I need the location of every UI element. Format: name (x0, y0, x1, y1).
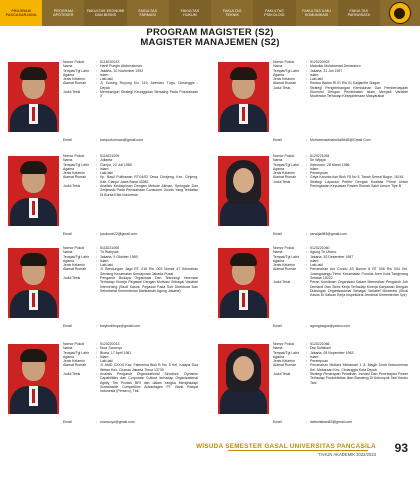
field-colon: : (96, 363, 97, 368)
field-label: Nama (273, 346, 283, 351)
field-colon: : (96, 64, 97, 69)
field-colon: : (306, 258, 307, 263)
field-colon: : (96, 72, 97, 77)
field-value: Jakarta, 9 Oktober 1989 (100, 254, 138, 259)
field-colon: : (306, 254, 307, 259)
info-row-judul (273, 86, 408, 99)
field-colon: : (96, 154, 97, 158)
field-label: Agama (63, 166, 75, 171)
field-colon: : (306, 372, 307, 377)
info-row-judul (273, 180, 408, 189)
field-value: Strategi Penerapan Pelatihan, Inovasi Dan Penetrapan Power Terhadap Produktivitas Ikan Bandeng Di Kelompok Tani Kenko Tani (310, 372, 408, 385)
field-colon: : (306, 280, 307, 285)
field-label: Jenis Kelamin (63, 77, 85, 82)
field-label: Alamat Rumah (273, 267, 297, 272)
field-value: Islam (100, 166, 109, 171)
field-value: Jakarta, 30 Desember 1987 (310, 254, 354, 259)
faculty-nav (0, 0, 420, 26)
field-label: Jenis Kelamin (63, 263, 85, 268)
nav-item-apoteker[interactable] (42, 0, 84, 26)
field-colon: : (96, 60, 97, 64)
nav-label: FAKULTAS EKONOMI DAN BISNIS (86, 8, 125, 17)
field-colon: : (96, 254, 97, 259)
field-label: Jenis Kelamin (273, 171, 295, 176)
field-value: Islam (100, 354, 109, 359)
field-colon: : (96, 267, 97, 272)
field-value: Sri Wijaya (310, 158, 326, 163)
field-colon: : (96, 162, 97, 167)
email-value[interactable]: dwisulistiani83@gmail.com (310, 420, 353, 424)
info-row-alamat (63, 363, 198, 372)
field-value: 5118221009 (100, 154, 120, 158)
field-colon: : (306, 232, 307, 236)
nav-label: FAKULTAS ILMU KOMUNIKASI (302, 8, 331, 17)
field-value: Bloea, 17 April 1981 (100, 350, 132, 355)
graduate-card (210, 152, 410, 238)
graduate-info (273, 246, 408, 298)
field-colon: : (96, 276, 97, 281)
graduate-photo (218, 62, 269, 132)
graduate-photo (218, 156, 269, 226)
field-colon: : (96, 166, 97, 171)
field-colon: : (306, 420, 307, 424)
field-colon: : (306, 263, 307, 268)
field-value: Julianta (100, 158, 113, 163)
nav-item-psikologi[interactable] (253, 0, 295, 26)
info-row-judul (273, 280, 408, 297)
field-value: 5118221065 (100, 246, 120, 250)
info-row-judul (63, 90, 198, 99)
graduate-info (273, 60, 408, 99)
field-label: Alamat Rumah (63, 81, 87, 86)
footer-divider (228, 450, 368, 451)
email-value[interactable]: jucolumb22@gmail.com (100, 232, 138, 236)
graduate-photo (8, 62, 59, 132)
nav-item-ilmu-komunikasi[interactable] (296, 0, 338, 26)
field-label: Email (273, 324, 282, 328)
field-label: Jenis Kelamin (63, 359, 85, 364)
email-row (63, 138, 143, 142)
field-value: Jakarta, 08 Nopember 1983 (310, 350, 354, 355)
field-label: Nomor Pokok (63, 154, 85, 158)
field-value: Kp. Basil Pulihawan RT:04/02 Desa Cinajeng, Kec. Cinjeng, Kab. Cianjur Jawa Barat 43282 (100, 175, 198, 184)
field-label: Alamat Rumah (273, 81, 297, 86)
field-label: Agama (63, 258, 75, 263)
field-colon: : (306, 138, 307, 142)
field-label: Judul Tesis (63, 276, 81, 281)
field-value: Pengaruh Budaya Organisasi Dan Teknologi Informasi Terhadap Kinerja Pegawai Dengan Motivasi Sebagai Variabel Intervening (Studi Kasus: Pegawai Pada Sub Direktorat Dan Sekretariat Kementerian Mahkamah Agung Jakarta) (100, 276, 198, 293)
field-value: Laki-laki (310, 263, 323, 268)
page-number: 93 (394, 441, 408, 455)
info-row-judul (63, 276, 198, 293)
field-label: Email (273, 420, 282, 424)
email-value[interactable]: noancoyo@gmail.com (100, 420, 135, 424)
field-value: Strategi Layanan Prefen Dengan Kualitas Prima Untuk Peningkatan Kepuasan Pasien Rumah Sakit Umum Tipe B (310, 179, 408, 189)
field-label: Nama (273, 64, 283, 69)
info-row-alamat (63, 175, 198, 184)
field-label: Nomor Pokok (63, 342, 85, 346)
field-label: Nama (63, 64, 73, 69)
field-label: Agama (273, 166, 285, 171)
graduate-photo (218, 248, 269, 318)
info-row-alamat (273, 267, 408, 280)
info-row-judul (273, 372, 408, 385)
field-value: Peran Komitmen Organisasi Dalam Memediasi Pengaruh Job Demand Dan Stres Kerja Terhadap Kinerja Karyawan Dengan Dukungan Organisasional Sebagai Variabel Moderasi (Studi Kasus Di Satuan Kerja Inspektorat Jenderal Kementerian Xyz) (310, 280, 408, 298)
field-label: Email (63, 324, 72, 328)
field-colon: : (306, 179, 307, 184)
field-colon: : (96, 354, 97, 359)
field-label: Judul Tesis (273, 179, 291, 184)
field-label: Tempat/Tgl Lahir (63, 350, 90, 355)
graduate-info (63, 342, 198, 394)
email-row (273, 420, 352, 424)
field-colon: : (96, 258, 97, 263)
field-colon: : (306, 158, 307, 163)
nav-label: PROGRAM APOTEKER (53, 8, 74, 17)
nav-item-teknik[interactable] (211, 0, 253, 26)
footer-subtitle: TAHUN AKADEMIK 2022/2023 (318, 452, 376, 457)
field-label: Nomor Pokok (63, 60, 85, 64)
field-label: Jenis Kelamin (63, 171, 85, 176)
field-colon: : (96, 232, 97, 236)
email-value[interactable]: hanpurhuhman@gmail.com (100, 138, 144, 142)
field-value: Perumahan Ani Condo A3 Nomor 6 RT 006 Rw 004 Kel. Jurangmangu Timur Kecamatan Pondok Aren Kota Tangerang Selatan 15222 (310, 267, 408, 281)
field-label: Nomor Pokok (273, 246, 295, 250)
field-colon: : (306, 175, 307, 180)
graduate-info (63, 246, 198, 293)
field-value: Cianjur, 22 Juli 1989 (100, 162, 132, 167)
field-label: Agama (273, 258, 285, 263)
email-value[interactable]: ssrwijia989@gmail.com (310, 232, 347, 236)
field-label: Judul Tesis (63, 90, 81, 95)
field-label: Judul Tesis (273, 85, 291, 90)
field-value: 5120221066 (310, 342, 330, 346)
field-colon: : (96, 372, 97, 377)
field-colon: : (96, 350, 97, 355)
nav-label: FAKULTAS TEKNIK (222, 8, 242, 17)
graduate-card (0, 152, 200, 238)
field-label: Nama (63, 250, 73, 255)
field-colon: : (96, 81, 97, 86)
field-label: Tempat/Tgl Lahir (273, 350, 300, 355)
field-colon: : (96, 324, 97, 328)
email-value[interactable]: Muhammadmabultai5465@Gmail.Com (310, 138, 371, 142)
field-colon: : (306, 346, 307, 351)
nav-item-ekonomi-bisnis[interactable] (84, 0, 126, 26)
email-row (63, 232, 137, 236)
field-colon: : (96, 77, 97, 82)
field-label: Alamat Rumah (63, 175, 87, 180)
field-colon: : (96, 359, 97, 364)
field-label: Nomor Pokok (273, 154, 295, 158)
email-row (273, 138, 371, 142)
email-value[interactable]: agungtragus@yahoo.com (310, 324, 351, 328)
graduate-info (63, 60, 198, 99)
field-label: Alamat Rumah (63, 363, 87, 368)
field-colon: : (96, 68, 97, 73)
field-value: Kebumen, 28 Maret 1986 (310, 162, 350, 167)
field-colon: : (306, 85, 307, 90)
field-value: Perempuan (310, 359, 329, 364)
field-value: 5118220022 (100, 60, 120, 64)
university-seal-icon (380, 0, 420, 26)
field-colon: : (96, 158, 97, 163)
field-colon: : (306, 246, 307, 250)
field-value: Tri Wahyudi (100, 250, 119, 255)
field-label: Agama (63, 354, 75, 359)
nav-label: FAKULTAS PSIKOLOGI (264, 8, 285, 17)
field-colon: : (306, 154, 307, 158)
section-heading (0, 28, 420, 47)
field-value: Analisis Kedisiplinan Dengan Metode Altman, Springate Dan Zmijewski Pada Perusahaan Consumer Goods Yang Terdaftar Di Bursa Efek Indonesia (100, 184, 198, 197)
field-label: Agama (63, 72, 75, 77)
field-colon: : (96, 138, 97, 142)
field-value: Laki-laki (310, 77, 323, 82)
field-colon: : (306, 342, 307, 346)
info-row-judul (63, 184, 198, 197)
field-label: Alamat Rumah (63, 267, 87, 272)
field-label: Email (63, 138, 72, 142)
nav-label: FAKULTAS FARMASI (138, 8, 158, 17)
field-colon: : (306, 354, 307, 359)
field-colon: : (306, 77, 307, 82)
field-label: Tempat/Tgl Lahir (273, 68, 300, 73)
field-value: Jl. Bendungan Jago RT. 016 Rw. 003 Nomor 47 Kelurahan Serdang Kecamatan Kemayoran Jakarta Pusat (100, 267, 198, 276)
graduate-card (0, 58, 200, 144)
field-colon: : (306, 359, 307, 364)
field-colon: : (306, 68, 307, 73)
nav-item-pascasarjana[interactable] (0, 0, 42, 26)
field-colon: : (96, 263, 97, 268)
nav-item-pariwisata[interactable] (338, 0, 380, 26)
email-row (63, 420, 135, 424)
field-label: Judul Tesis (273, 372, 291, 377)
field-label: Alamat Rumah (273, 363, 297, 368)
field-value: Membangun Strategi Keunggulan Bersaing Pada Potusahaan X (100, 90, 198, 99)
field-label: Judul Tesis (63, 184, 81, 189)
field-label: Email (63, 232, 72, 236)
field-value: Perumahan Mutiara Mekarsari 1 Jl. Magik Jomb Bokunnenan Kel. Mekarsari Kec. Cimanggis Kota Depok (310, 363, 408, 372)
graduate-card (0, 244, 200, 330)
graduate-card (210, 244, 410, 330)
field-value: Strategi Pengembangan Kemiskinan Dan Pemberdayaan Ekonomi Dengan Pendekatan Islam Menjadi Variabel Moderator Terhadap Kesejahteraan Masyarakat (310, 85, 408, 99)
field-label: Agama (273, 354, 285, 359)
field-label: Tempat/Tgl Lahir (63, 162, 90, 167)
footer-title: WISUDA SEMESTER GASAL UNIVERSITAS PANCASILA (196, 443, 376, 450)
field-label: Judul Tesis (63, 372, 81, 377)
field-value: 5120221060 (310, 246, 330, 250)
field-value: Islam (310, 354, 319, 359)
field-colon: : (306, 72, 307, 77)
field-label: Nama (273, 158, 283, 163)
program-subtitle: MAGISTER MANAJEMEN (S2) (140, 36, 280, 48)
graduate-card (210, 340, 410, 426)
graduate-photo (8, 156, 59, 226)
graduate-photo (218, 344, 269, 414)
field-value: Redwo Walan RI.01 Rw 01 Kalijambe Siagan (310, 81, 381, 86)
field-value: Agung Tri Utomo (310, 250, 337, 255)
field-label: Nama (63, 158, 73, 163)
field-label: Email (273, 232, 282, 236)
graduate-info (63, 154, 198, 197)
graduate-info (273, 342, 408, 385)
field-value: Jakarta, 10 November 1992 (100, 68, 144, 73)
nav-label: FAKULTAS HUKUM (180, 8, 200, 17)
field-value: Noor Sancoyo (100, 346, 123, 351)
field-colon: : (96, 90, 97, 95)
field-colon: : (306, 250, 307, 255)
info-row-alamat (273, 363, 408, 372)
field-colon: : (306, 64, 307, 69)
field-value: Perempuan (310, 171, 329, 176)
field-value: 5120221054 (310, 154, 330, 158)
field-value: Laki-laki (100, 77, 113, 82)
field-colon: : (306, 363, 307, 368)
field-value: Analisis Pengaruh Organizational Structure, Dynamic Capabilities dan Corporate Culture terhadap Organizational Agility Tim Produk BRI dan dalam rangka Menghadapi Sustainable Competitive Advantages PT. Bank Rakyat Indonesia (Persero), Tbk. (100, 372, 198, 394)
field-label: Alamat Rumah (273, 175, 297, 180)
field-label: Nomor Pokok (63, 246, 85, 250)
nav-label: PROGRAM PASCASARJANA (5, 8, 37, 17)
field-colon: : (306, 162, 307, 167)
field-value: 5120220013 (100, 342, 120, 346)
field-colon: : (96, 420, 97, 424)
field-label: Email (63, 420, 72, 424)
field-colon: : (306, 350, 307, 355)
field-colon: : (96, 246, 97, 250)
nav-item-hukum[interactable] (169, 0, 211, 26)
email-row (63, 324, 140, 328)
field-label: Tempat/Tgl Lahir (273, 254, 300, 259)
field-colon: : (306, 166, 307, 171)
field-colon: : (96, 250, 97, 255)
info-row-judul (63, 372, 198, 393)
field-value: Islam (100, 72, 109, 77)
graduate-info (273, 154, 408, 188)
info-row-alamat (63, 81, 198, 90)
field-label: Jenis Kelamin (273, 359, 295, 364)
info-row-alamat (63, 267, 198, 276)
field-label: Jenis Kelamin (273, 77, 295, 82)
field-colon: : (96, 171, 97, 176)
field-value: Mabultai Muhammad Dewantoro (310, 64, 361, 69)
field-value: Islam (310, 166, 319, 171)
field-label: Tempat/Tgl Lahir (63, 254, 90, 259)
graduate-photo (8, 344, 59, 414)
field-value: Islam (310, 72, 319, 77)
field-value: Laki-laki (100, 263, 113, 268)
email-row (273, 232, 347, 236)
field-value: Jakarta, 31 Juli 1997 (310, 68, 343, 73)
field-value: Hanif Pungin Abdurrahman (100, 64, 143, 69)
field-label: Nomor Pokok (273, 60, 295, 64)
field-label: Nama (273, 250, 283, 255)
field-label: Nama (63, 346, 73, 351)
graduate-photo (8, 248, 59, 318)
field-label: Jenis Kelamin (273, 263, 295, 268)
field-colon: : (306, 60, 307, 64)
graduate-card (210, 58, 410, 144)
field-label: Nomor Pokok (273, 342, 295, 346)
field-colon: : (96, 342, 97, 346)
field-value: Islam (310, 258, 319, 263)
field-colon: : (306, 267, 307, 272)
field-value: Griya Karunia Asri Blok F8 No 5, Tanah Sereal Bogor, 16161 (310, 175, 404, 180)
field-label: Tempat/Tgl Lahir (273, 162, 300, 167)
field-value: 5120220923 (310, 60, 330, 64)
field-label: Judul Tesis (273, 280, 291, 285)
nav-item-farmasi[interactable] (127, 0, 169, 26)
field-colon: : (306, 81, 307, 86)
field-colon: : (96, 175, 97, 180)
field-colon: : (96, 346, 97, 351)
email-value[interactable]: trwyhudiboyz@gmail.com (100, 324, 140, 328)
field-value: Jl. AMD XXXIX Kav. Fakuerisa Blok B No. 5 Kel. Kalapa Dua Wetan Kec. Ciracas Jakarta Timur 13730 (100, 363, 198, 372)
field-colon: : (306, 171, 307, 176)
field-value: Islam (100, 258, 109, 263)
field-label: Tempat/Tgl Lahir (63, 68, 90, 73)
field-value: Dwi Sulistiani (310, 346, 331, 351)
graduate-card (0, 340, 200, 426)
field-label: Email (273, 138, 282, 142)
nav-label: FAKULTAS PARIWISATA (347, 8, 371, 17)
field-value: Jl. Gotong Royong No. 119, Aireman, Tugu, Cimanggis - Depok (100, 81, 198, 90)
field-label: Agama (273, 72, 285, 77)
field-value: Laki-laki (100, 171, 113, 176)
field-value: Laki-laki (100, 359, 113, 364)
email-row (273, 324, 350, 328)
field-colon: : (96, 184, 97, 189)
program-title: PROGRAM MAGISTER (S2) (146, 27, 274, 38)
field-colon: : (306, 324, 307, 328)
